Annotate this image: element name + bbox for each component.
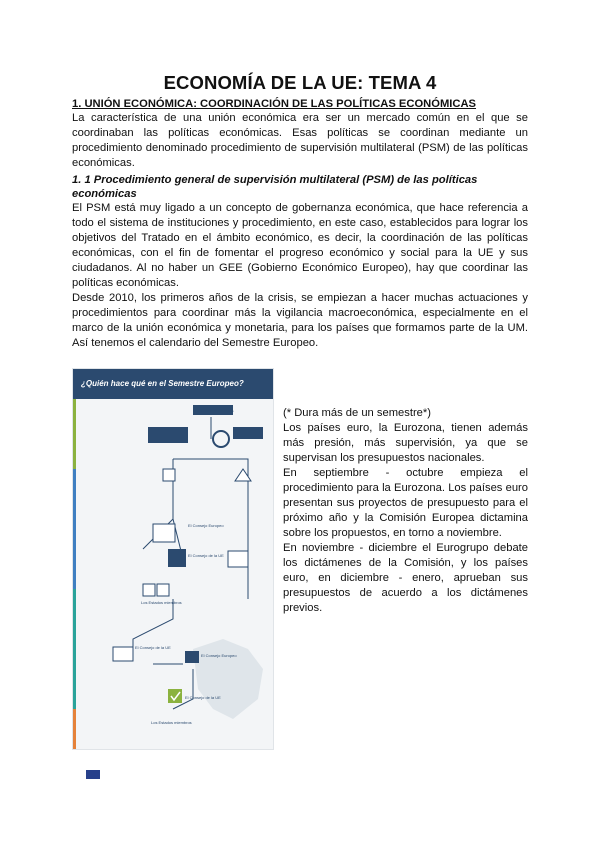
council-icon bbox=[185, 651, 199, 663]
commission-box-left bbox=[148, 427, 188, 443]
side-note: (* Dura más de un semestre*) bbox=[283, 407, 431, 419]
section-1-paragraph: La característica de una unión económica era ser un mercado común en el que se coordinaban las políticas económicas. Esas políticas se coordinan mediante un procedimiento denominado procedimiento de supervisión multilateral (PSM) de las políticas económicas. bbox=[72, 112, 528, 169]
timeline-blue bbox=[73, 469, 76, 589]
section-1-heading: 1. UNIÓN ECONÓMICA: COORDINACIÓN DE LAS POLÍTICAS ECONÓMICAS bbox=[72, 98, 477, 110]
consejo-ue-label: El Consejo de la UE bbox=[188, 553, 224, 558]
side-text bbox=[283, 406, 528, 616]
document-page bbox=[72, 72, 528, 351]
commission-box-right bbox=[233, 427, 263, 439]
europe-map bbox=[193, 639, 263, 719]
eu-logo-block bbox=[72, 768, 277, 788]
infographic-diagram bbox=[73, 399, 273, 749]
estados-label: Los Estados miembros bbox=[141, 600, 182, 605]
chart-icon bbox=[163, 469, 175, 481]
timeline-green bbox=[73, 399, 76, 469]
document-icon bbox=[153, 524, 175, 542]
lower-section bbox=[72, 368, 528, 788]
file-icon-2 bbox=[157, 584, 169, 596]
side-paragraph-2: En septiembre - octubre empieza el procedimiento para la Eurozona. Los países euro presentan sus proyectos de presupuesto para el próximo año y la Comisión Europea dictamina sobre los propuestos, en torno a noviembre. bbox=[283, 467, 528, 539]
commission-label: La Comisión Europea bbox=[195, 408, 234, 413]
estados-final-label: Los Estados miembros bbox=[151, 720, 192, 725]
people-icon bbox=[168, 549, 186, 567]
side-paragraph-3: En noviembre - diciembre el Eurogrupo debate los dictámenes de la Comisión, y los países euro, en diciembre - enero, aprueban sus presupuestos de acuerdo a los dictámenes previos. bbox=[283, 542, 528, 614]
consejo-europeo-label: El Consejo Europeo bbox=[188, 523, 224, 528]
section-1-1-paragraph-1: El PSM está muy ligado a un concepto de gobernanza económica, que hace referencia a todo el sistema de instituciones y procedimiento, en este caso, establecidos para lograr los objetivos del Tratado en el ámbito económico, es decir, la coordinación de las políticas económicas, con el fin de fomentar el progreso económico y social para la UE y sus ciudadanos. Al no haber un GEE (Gobierno Económico Europeo), hay que coordinar las políticas económicas. bbox=[72, 202, 528, 289]
section-1-1-heading: 1. 1 Procedimiento general de supervisión multilateral (PSM) de las políticas económicas bbox=[72, 174, 478, 200]
infographic-header: ¿Quién hace qué en el Semestre Europeo? bbox=[73, 369, 273, 399]
consejo-europeo-2-label: El Consejo Europeo bbox=[201, 653, 237, 658]
file-icon-1 bbox=[143, 584, 155, 596]
consejo-ministros-label: El Consejo de la UE bbox=[135, 645, 171, 650]
semestre-europeo-infographic bbox=[72, 368, 274, 750]
consejo-ue-approval-label: El Consejo de la UE bbox=[185, 695, 221, 700]
check-icon bbox=[168, 689, 182, 703]
side-paragraph-1: Los países euro, la Eurozona, tienen además más presión, más supervisión, ya que se supervisan los presupuestos nacionales. bbox=[283, 422, 528, 464]
timeline-teal bbox=[73, 589, 76, 709]
eu-flag-icon bbox=[86, 770, 100, 779]
timeline-orange bbox=[73, 709, 76, 749]
warning-icon bbox=[235, 469, 251, 481]
page-title: ECONOMÍA DE LA UE: TEMA 4 bbox=[163, 72, 437, 93]
section-1-1-paragraph-2: Desde 2010, los primeros años de la crisis, se empiezan a hacer muchas actuaciones y procedimientos para coordinar más la vigilancia macroeconómica, especialmente en el marco de la unión económica y monetaria, para los países que formamos parte de la UM. Así tenemos el calendario del Semestre Europeo. bbox=[72, 292, 528, 349]
report-icon bbox=[228, 551, 248, 567]
magnifier-icon bbox=[213, 431, 229, 447]
handshake-icon bbox=[113, 647, 133, 661]
